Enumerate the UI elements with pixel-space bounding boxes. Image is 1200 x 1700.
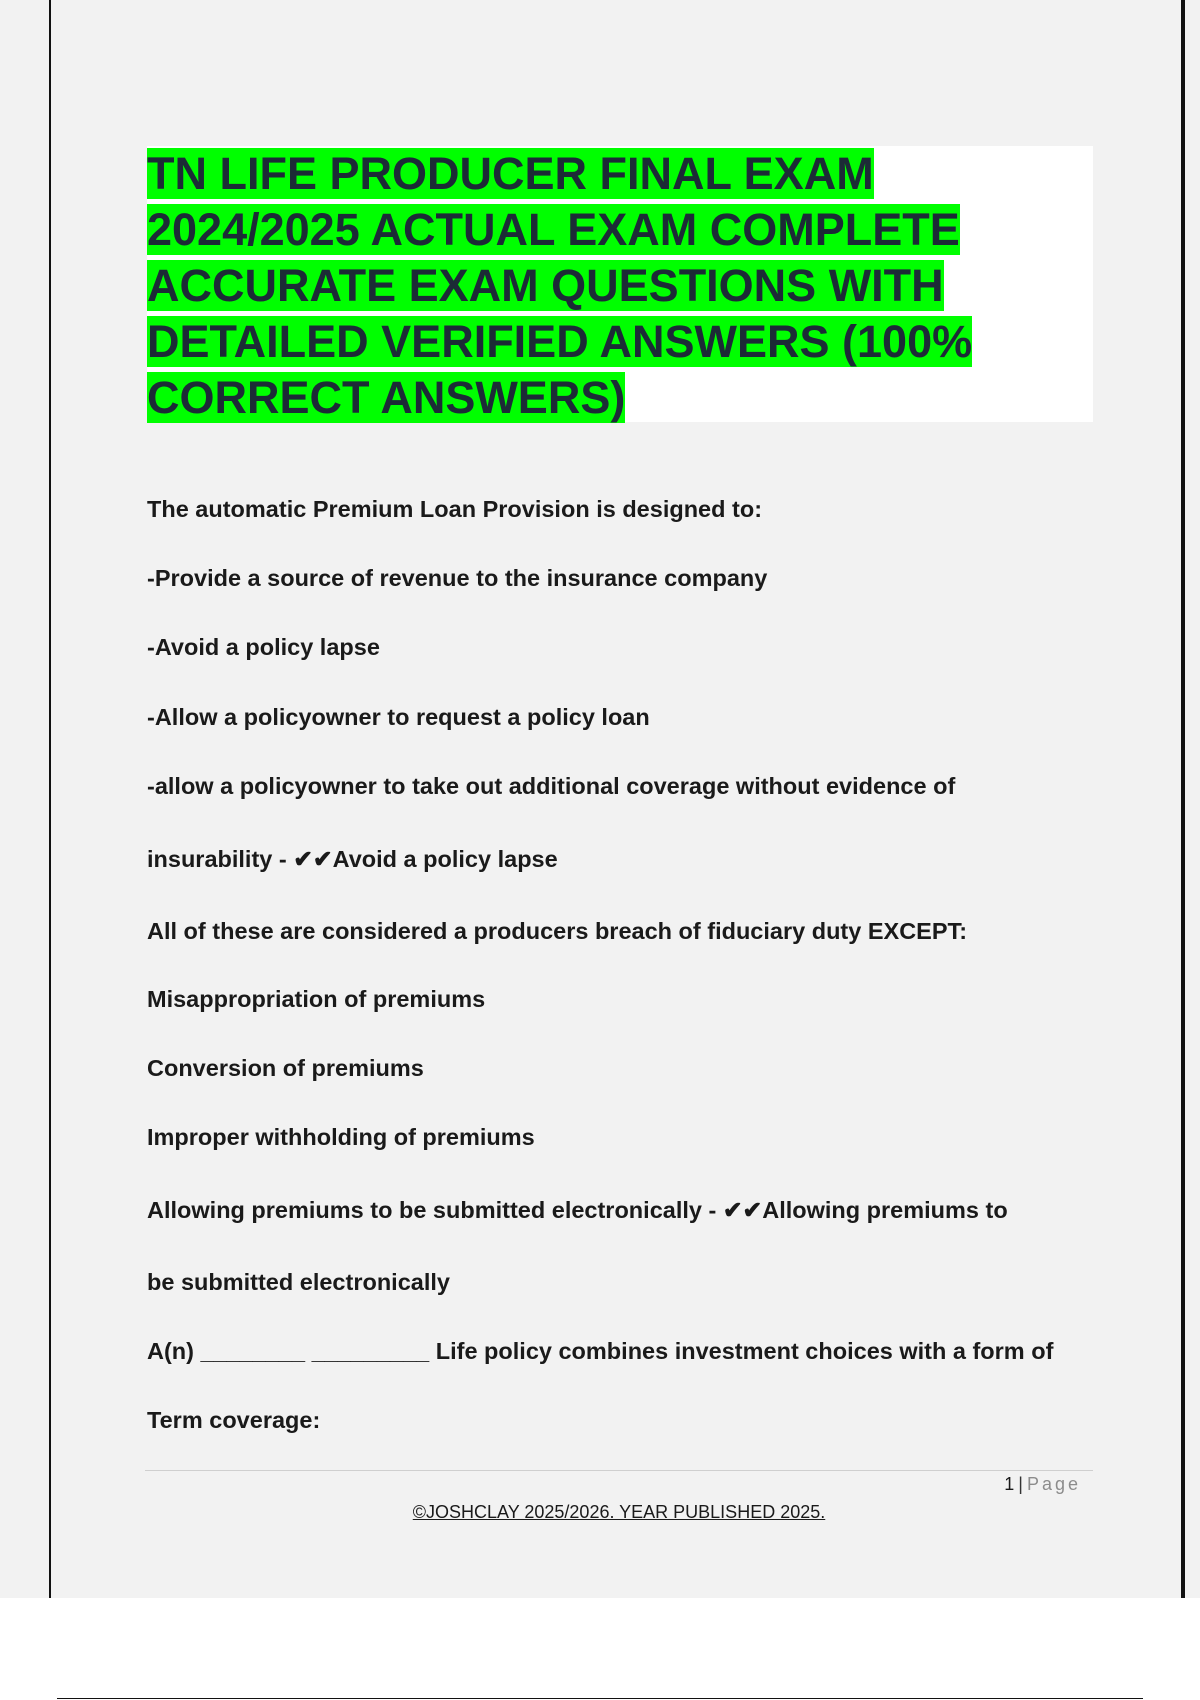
answer-option: Misappropriation of premiums <box>147 986 486 1012</box>
page-number-value: 1 <box>1004 1474 1015 1494</box>
page-gutter-left <box>0 0 49 1598</box>
question-text: The automatic Premium Loan Provision is designed to: <box>147 496 763 522</box>
page-gutter-right <box>1185 0 1200 1598</box>
page-label: Page <box>1026 1474 1081 1494</box>
question-text: All of these are considered a producers breach of fiduciary duty EXCEPT: <box>147 918 968 944</box>
question-text: Term coverage: <box>147 1407 321 1433</box>
answer-option: Allowing premiums to be submitted electronically - ✔✔Allowing premiums to <box>147 1197 1008 1223</box>
copyright-notice: ©JOSHCLAY 2025/2026. YEAR PUBLISHED 2025. <box>412 1502 826 1522</box>
bottom-divider <box>57 1698 1143 1699</box>
footer-divider <box>145 1470 1093 1471</box>
answer-option: Improper withholding of premiums <box>147 1124 535 1150</box>
title-line: TN LIFE PRODUCER FINAL EXAM <box>147 148 874 199</box>
page-number <box>1004 1474 1081 1495</box>
answer-option: Conversion of premiums <box>147 1055 424 1081</box>
answer-option: -allow a policyowner to take out additional coverage without evidence of <box>147 773 956 799</box>
answer-option: -Allow a policyowner to request a policy loan <box>147 704 650 730</box>
document-title <box>147 146 1093 426</box>
title-line: 2024/2025 ACTUAL EXAM COMPLETE <box>147 204 960 255</box>
document-page <box>49 0 1185 1598</box>
page-number-separator: | <box>1018 1474 1023 1494</box>
title-line: CORRECT ANSWERS) <box>147 372 626 423</box>
answer-line: insurability - ✔✔Avoid a policy lapse <box>147 846 558 872</box>
answer-option: -Avoid a policy lapse <box>147 634 380 660</box>
title-line: DETAILED VERIFIED ANSWERS (100% <box>147 316 973 367</box>
title-block <box>147 146 1093 422</box>
answer-option: -Provide a source of revenue to the insurance company <box>147 565 768 591</box>
answer-line: be submitted electronically <box>147 1269 450 1295</box>
question-text: A(n) ________ _________ Life policy combines investment choices with a form of <box>147 1338 1054 1364</box>
title-line: ACCURATE EXAM QUESTIONS WITH <box>147 260 944 311</box>
